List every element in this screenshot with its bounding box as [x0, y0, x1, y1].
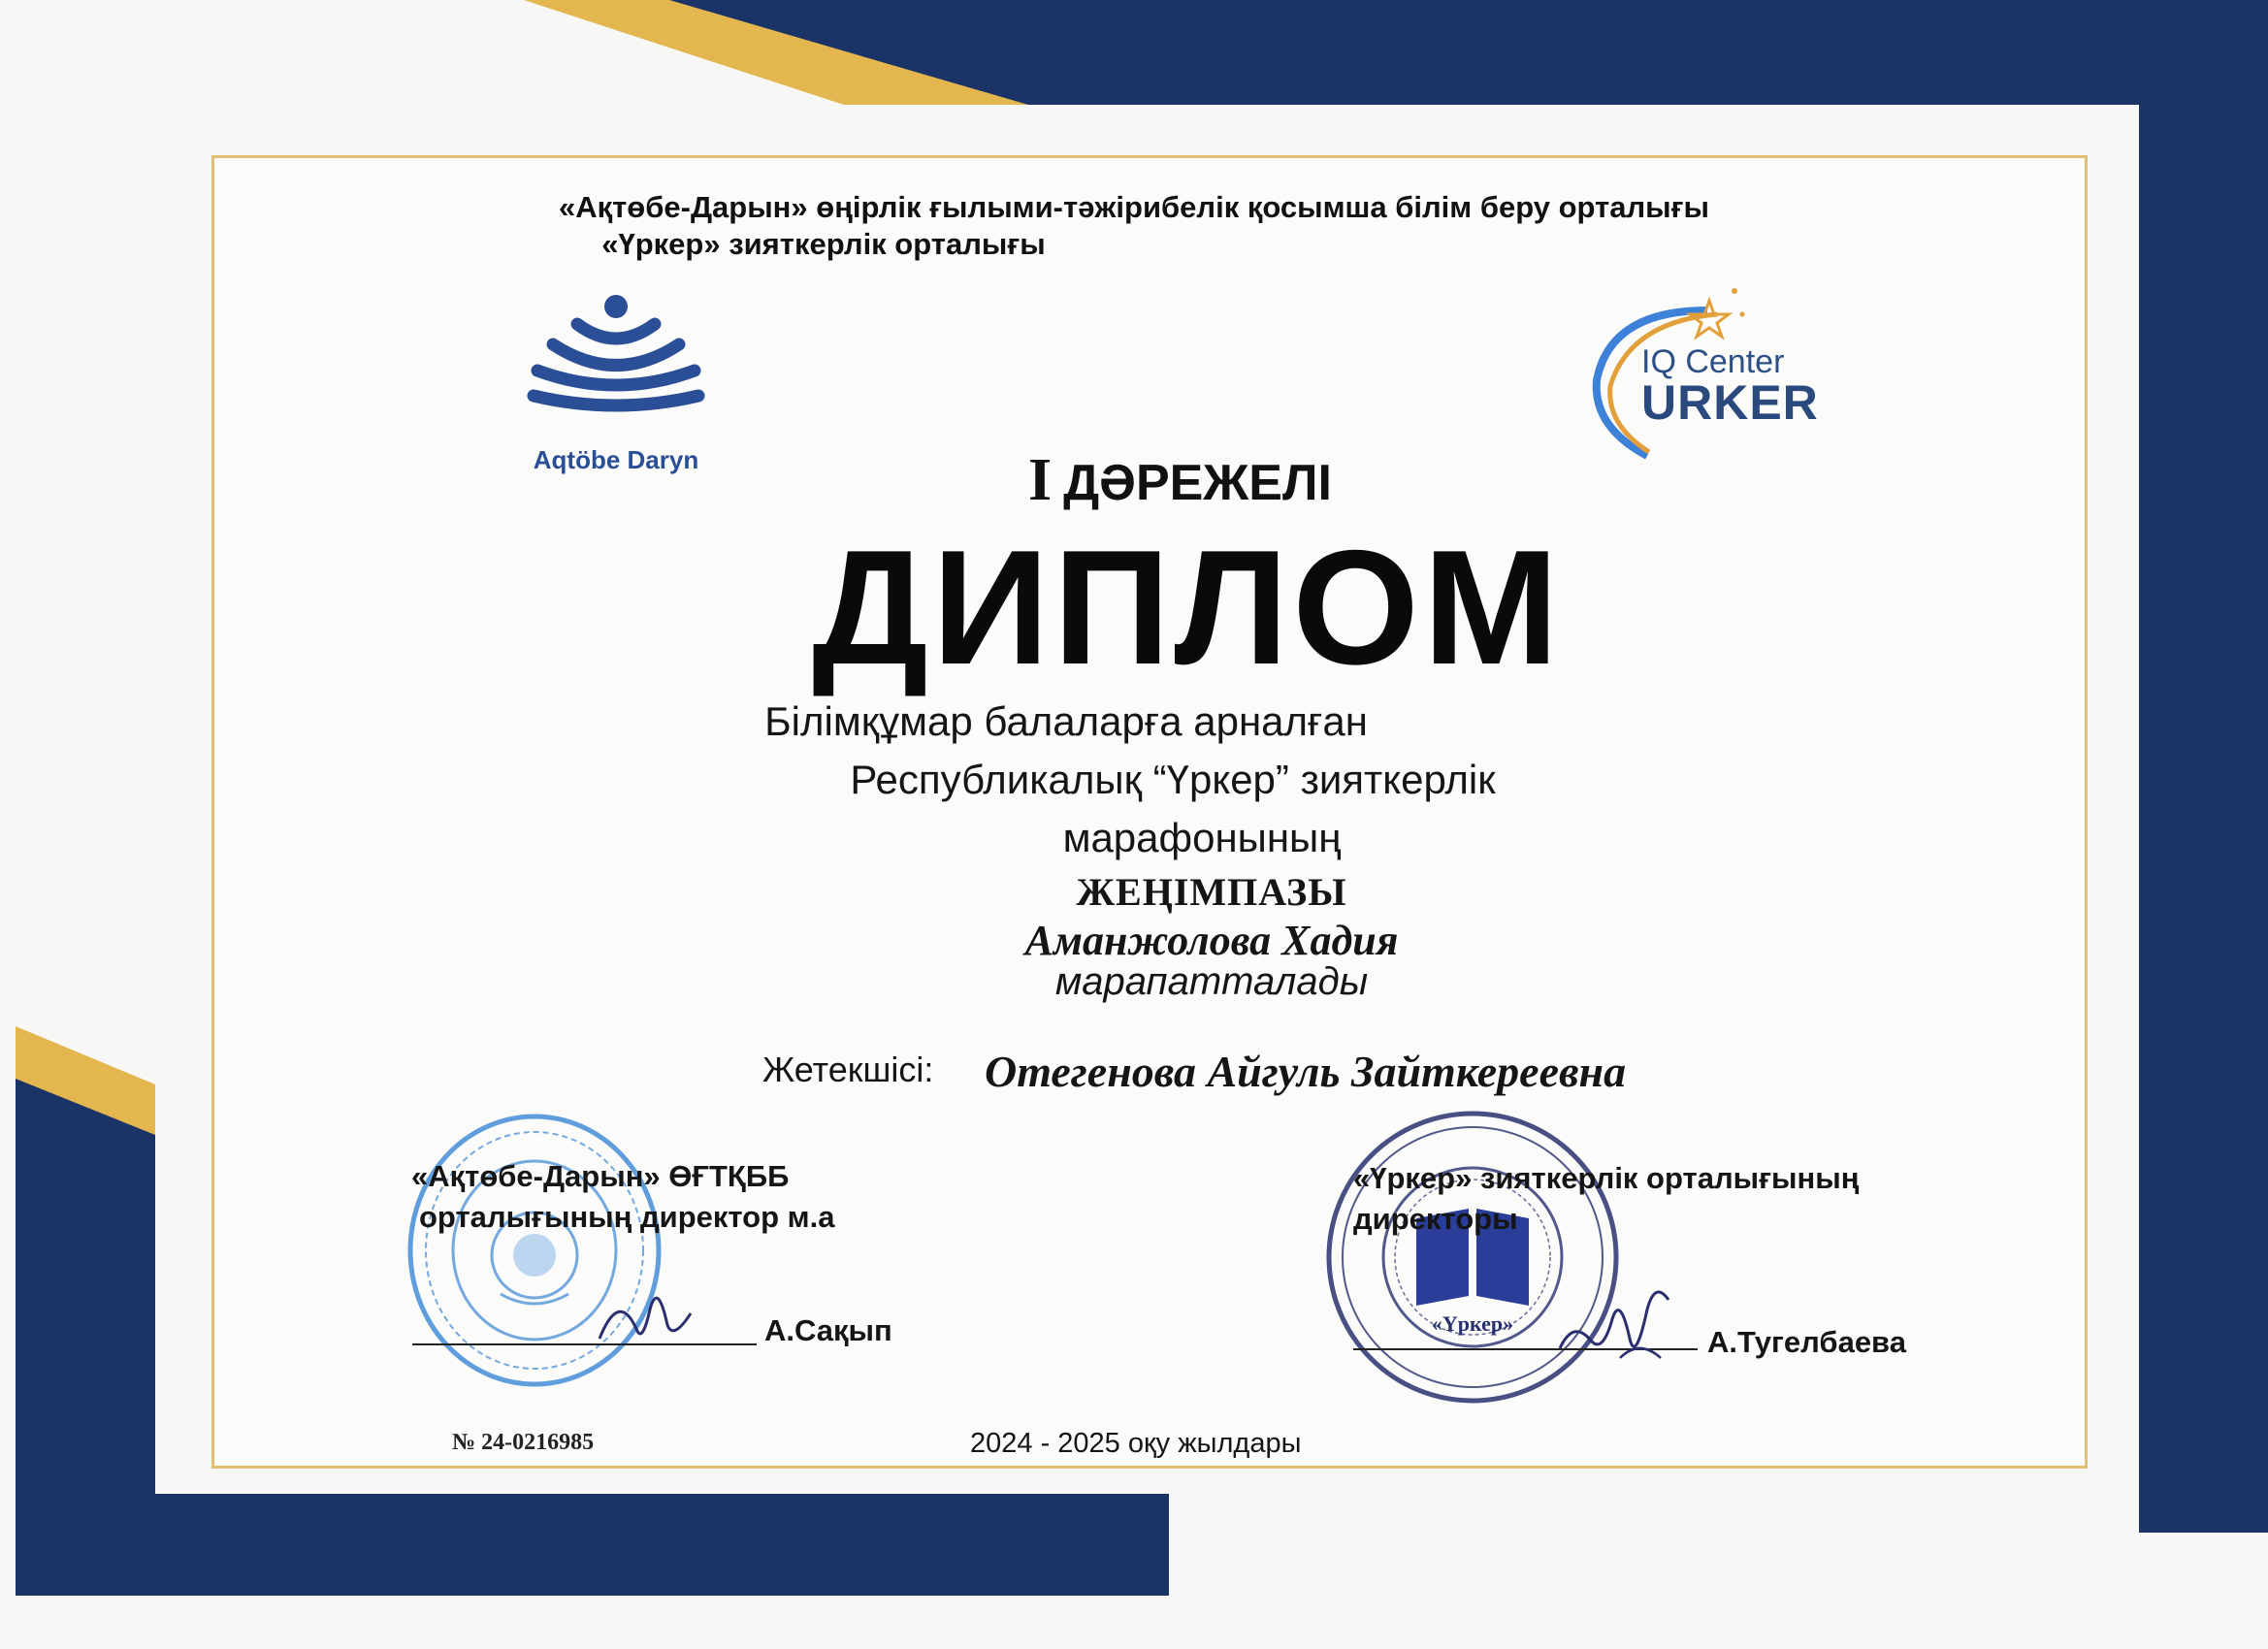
urker-text: URKER	[1641, 375, 1819, 430]
header-org-line1: «Ақтөбе-Дарын» өңірлік ғылыми-тәжірибелік қосымша білім беру орталығы	[558, 190, 1710, 224]
aqtobe-daryn-logo-text: Aqtöbe Daryn	[533, 445, 699, 474]
left-handwritten-signature	[590, 1271, 697, 1358]
awarded-label: марапатталады	[1054, 960, 1369, 1003]
left-signatory-name: А.Сақып	[764, 1313, 892, 1347]
right-signatory-title	[1353, 1158, 1935, 1240]
academic-years: 2024 - 2025 оқу жылдары	[970, 1428, 1302, 1459]
left-signature-line	[412, 1343, 757, 1345]
header-org-line2: «Үркер» зияткерлік орталығы	[601, 227, 1046, 261]
left-signatory-title	[411, 1156, 916, 1238]
degree-title	[1028, 446, 1332, 515]
right-seal-label: «Үркер»	[1431, 1311, 1514, 1336]
left-signatory-title-line2: орталығының директор м.а	[419, 1200, 835, 1234]
recipient-name: Аманжолова Хадия	[1024, 917, 1399, 964]
left-signatory-title-line1: «Ақтөбе-Дарын» ӨҒТҚББ	[411, 1159, 790, 1193]
supervisor-name: Отегенова Айгуль Зайткереевна	[985, 1047, 1627, 1096]
right-signatory-title-line2: директоры	[1353, 1202, 1518, 1236]
aqtobe-daryn-waves-icon	[524, 291, 708, 436]
description-line3: марафонының	[1062, 815, 1342, 860]
iq-center-urker-logo	[1571, 272, 1819, 475]
diploma-serial-number: № 24-0216985	[452, 1430, 595, 1455]
description-line1: Білімқұмар балаларға арналған	[764, 698, 1368, 744]
iq-center-text: IQ Center	[1641, 343, 1785, 380]
degree-roman-numeral: I	[1028, 447, 1053, 513]
degree-word: ДӘРЕЖЕЛІ	[1063, 455, 1332, 511]
right-signatory-title-line1: «Үркер» зияткерлік орталығының	[1353, 1161, 1860, 1195]
winner-label: ЖЕҢІМПАЗЫ	[1076, 870, 1347, 914]
right-signatory-name: А.Тугелбаева	[1707, 1325, 1906, 1359]
description-line2: Республикалық “Үркер” зияткерлік	[850, 757, 1496, 802]
aqtobe-daryn-logo	[524, 291, 708, 475]
diploma-title: ДИПЛОМ	[812, 516, 1563, 698]
supervisor-label: Жетекшісі:	[762, 1050, 934, 1089]
right-handwritten-signature	[1552, 1271, 1678, 1377]
